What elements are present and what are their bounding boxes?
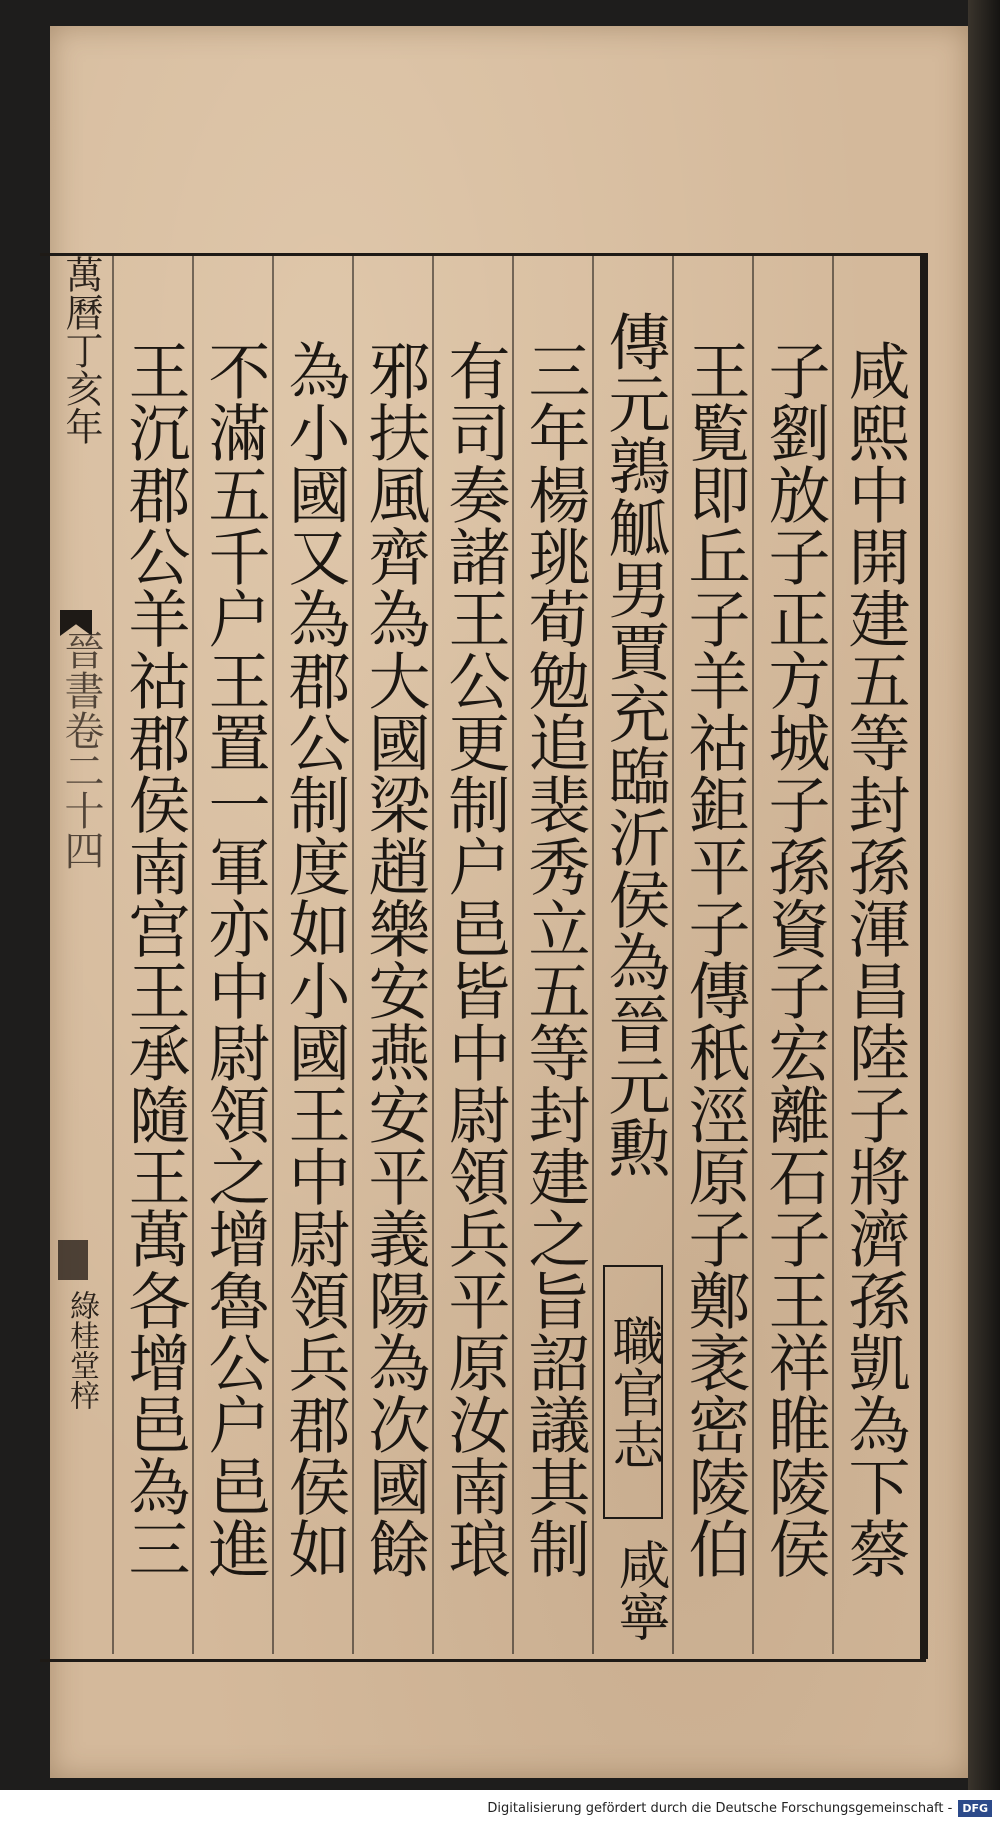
text-column-7: 邪扶風齊為大國梁趙樂安燕安平義陽為次國餘 <box>358 339 431 1579</box>
fishtail-mark-lower <box>58 1240 88 1280</box>
text-column-5: 三年楊珧荀勉追裴秀立五等封建之旨詔議其制 <box>518 339 591 1579</box>
dfg-logo: DFG <box>958 1800 992 1817</box>
text-column-9: 不滿五千户王置一軍亦中尉領之增魯公户邑進 <box>198 339 271 1579</box>
text-column-2: 子劉放子正方城子孫資子宏離石子王祥睢陵侯 <box>758 339 831 1579</box>
footer-bar <box>0 1790 1000 1826</box>
text-column-6: 有司奏諸王公更制户邑皆中尉領兵平原汝南琅 <box>438 339 511 1579</box>
text-column-1: 咸熙中開建五等封孫渾昌陸子將濟孫凱為下蔡 <box>838 339 911 1579</box>
frame-right-rule <box>920 253 928 1659</box>
text-column-4: 傳元鶉觚男賈充臨沂侯為晉元勲 <box>598 310 671 1178</box>
margin-edition-title: 萬曆丁亥年 <box>59 255 103 445</box>
book-edge <box>968 0 1000 1790</box>
margin-volume-title: 晉書卷二十四 <box>58 630 104 870</box>
text-column-10: 王沉郡公羊祜郡侯南宫王承隨王萬各增邑為三 <box>118 339 191 1579</box>
text-column-4-tail: 咸寧 <box>609 1538 669 1642</box>
footer-credit: Digitalisierung gefördert durch die Deutsche Forschungsgemeinschaft - <box>487 1800 953 1816</box>
margin-publisher: 綠桂堂梓 <box>64 1290 99 1410</box>
section-badge: 職官志 <box>603 1265 663 1519</box>
text-column-3: 王覧即丘子羊祜鉅平子傳秖涇原子鄭袤密陵伯 <box>678 339 751 1579</box>
text-column-8: 為小國又為郡公制度如小國王中尉領兵郡侯如 <box>278 339 351 1579</box>
